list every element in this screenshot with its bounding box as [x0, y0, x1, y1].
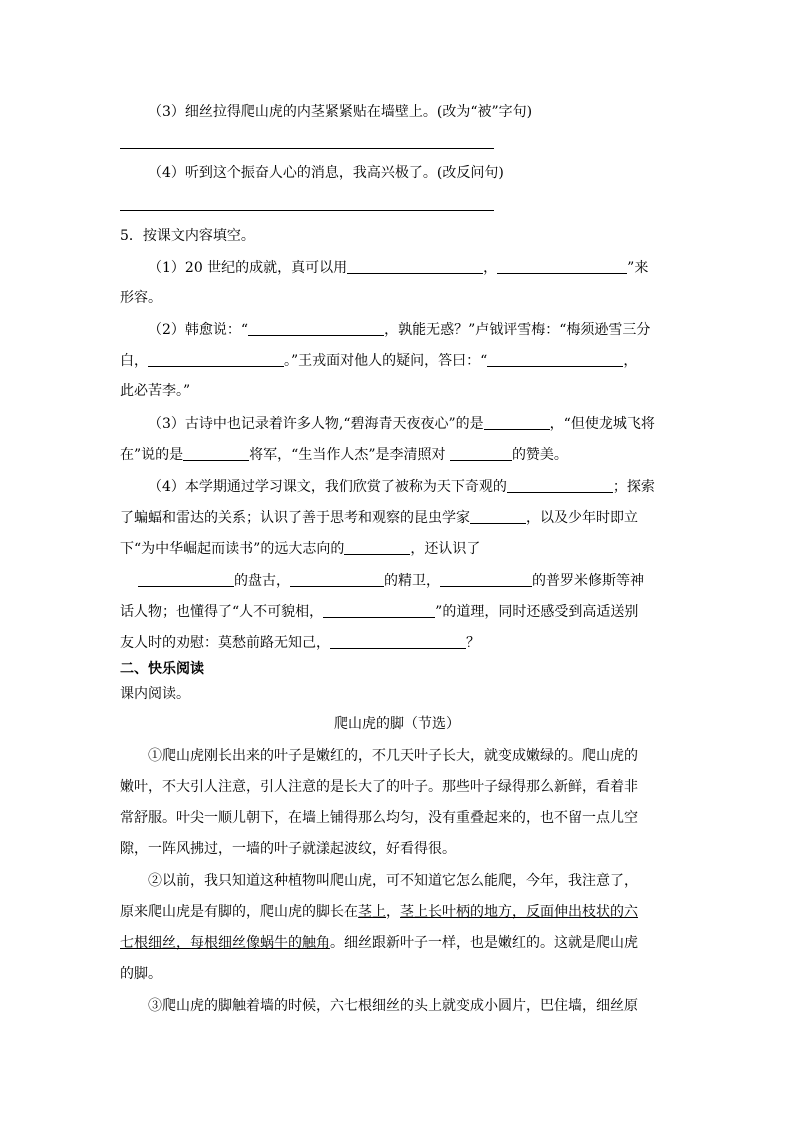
paragraph-1-line: ①爬山虎刚长出来的叶子是嫩红的，不几天叶子长大，就变成嫩绿的。爬山虎的: [148, 748, 638, 764]
paragraph-2-line: 的脚。: [120, 966, 162, 982]
text: （1）20 世纪的成就，真可以用: [148, 260, 348, 276]
fill-5-4-l4: [120, 570, 680, 591]
section-2-subtitle: 课内阅读。: [120, 686, 190, 702]
blank[interactable]: [330, 632, 466, 649]
blank[interactable]: [487, 350, 623, 367]
paragraph-1-line: 嫩叶，不大引人注意，引人注意的是长大了的叶子。那些叶子绿得那么新鲜，看着非: [120, 779, 638, 795]
text: （3）古诗中也记录着许多人物,“碧海青天夜夜心”的是: [148, 416, 484, 432]
fill-5-4-l5: [120, 601, 680, 622]
blank[interactable]: [183, 444, 249, 461]
fill-5-1-cont: 形容。: [120, 290, 162, 306]
paragraph-2-line: [120, 902, 680, 922]
blank[interactable]: [440, 570, 532, 587]
fill-5-4-l3: [120, 538, 680, 559]
paragraph-3-line: ③爬山虎的脚触着墙的时候，六七根细丝的头上就变成小圆片，巴住墙，细丝原: [148, 998, 638, 1014]
blank[interactable]: [347, 257, 483, 274]
paragraph-1-line: 常舒服。叶尖一顺儿朝下，在墙上铺得那么均匀，没有重叠起来的，也不留一点儿空: [120, 810, 638, 826]
fill-5-4: [148, 476, 708, 497]
blank[interactable]: [507, 476, 613, 493]
text: ，: [623, 353, 638, 369]
blank[interactable]: [497, 257, 627, 274]
blank[interactable]: [138, 570, 234, 587]
blank[interactable]: [323, 601, 435, 618]
fill-5-2-cont: [120, 350, 680, 371]
text: ”来: [627, 260, 649, 276]
fill-5-3-cont: [120, 444, 680, 465]
text: ，: [386, 904, 400, 920]
answer-line-3[interactable]: [120, 148, 494, 149]
blank[interactable]: [484, 413, 550, 430]
text: ，孰能无惑？”卢钺评雪梅：“梅须逊雪三分: [384, 322, 651, 338]
text: ，“但使龙城飞将: [549, 416, 655, 432]
text: 的盘古，: [234, 573, 290, 589]
underlined-text: 茎上长叶柄的地方，反面伸出枝状的六: [400, 904, 638, 920]
text: 将军，“生当作人杰”是李清照对: [249, 447, 450, 463]
text: ，: [483, 260, 498, 276]
text: 话人物；也懂得了“人不可貌相，: [120, 604, 324, 620]
fill-5-4-l2: [120, 507, 680, 528]
underlined-text: 七根细丝，每根细丝像蜗牛的触角: [120, 935, 330, 951]
paragraph-2-line: [120, 933, 680, 953]
answer-line-4[interactable]: [120, 210, 494, 211]
text: ，还认识了: [410, 541, 481, 557]
text: 的赞美。: [511, 447, 568, 463]
question-3: （3）细丝拉得爬山虎的内茎紧紧贴在墙壁上。(改为“被”字句): [148, 104, 533, 120]
blank[interactable]: [450, 444, 512, 461]
text: 下“为中华崛起而读书”的远大志向的: [120, 541, 345, 557]
fill-5-4-l6: [120, 632, 680, 653]
section-5-title: 5．按课文内容填空。: [120, 228, 255, 244]
text: 了蝙蝠和雷达的关系；认识了善于思考和观察的昆虫学家: [120, 510, 470, 526]
underlined-text: 茎上: [358, 904, 386, 920]
text: 。细丝跟新叶子一样，也是嫩红的。这就是爬山虎: [330, 935, 638, 951]
paragraph-2-line: ②以前，我只知道这种植物叫爬山虎，可不知道它怎么能爬，今年，我注意了，: [148, 873, 638, 889]
section-2-title: 二、快乐阅读: [120, 661, 204, 677]
text: 。”王戎面对他人的疑问，答曰：“: [284, 353, 488, 369]
text: 白，: [120, 353, 148, 369]
article-title: 爬山虎的脚（节选）: [334, 716, 460, 732]
text: ；探索: [612, 479, 655, 495]
text: （4）本学期通过学习课文，我们欣赏了被称为天下奇观的: [148, 479, 507, 495]
text: 原来爬山虎是有脚的，爬山虎的脚长在: [120, 904, 358, 920]
text: 友人时的劝慰：莫愁前路无知己，: [120, 635, 330, 651]
blank[interactable]: [148, 350, 284, 367]
text: ”的道理，同时还感受到高适送别: [435, 604, 639, 620]
text: （2）韩愈说：“: [148, 322, 249, 338]
text: ，以及少年时即立: [526, 510, 638, 526]
text: 的精卫，: [384, 573, 440, 589]
question-4: （4）听到这个振奋人心的消息，我高兴极了。(改反问句): [148, 165, 504, 181]
blank[interactable]: [290, 570, 384, 587]
blank[interactable]: [344, 538, 410, 555]
blank[interactable]: [248, 319, 384, 336]
text: 在”说的是: [120, 447, 184, 463]
paragraph-1-line: 隙，一阵风拂过，一墙的叶子就漾起波纹，好看得很。: [120, 841, 456, 857]
fill-5-2-cont2: 此必苦李。”: [120, 383, 191, 399]
blank[interactable]: [470, 507, 526, 524]
text: ？: [466, 635, 480, 651]
text: 的普罗米修斯等神: [532, 573, 644, 589]
fill-5-1: [148, 257, 708, 278]
fill-5-2: [148, 319, 708, 340]
fill-5-3: [148, 413, 708, 434]
